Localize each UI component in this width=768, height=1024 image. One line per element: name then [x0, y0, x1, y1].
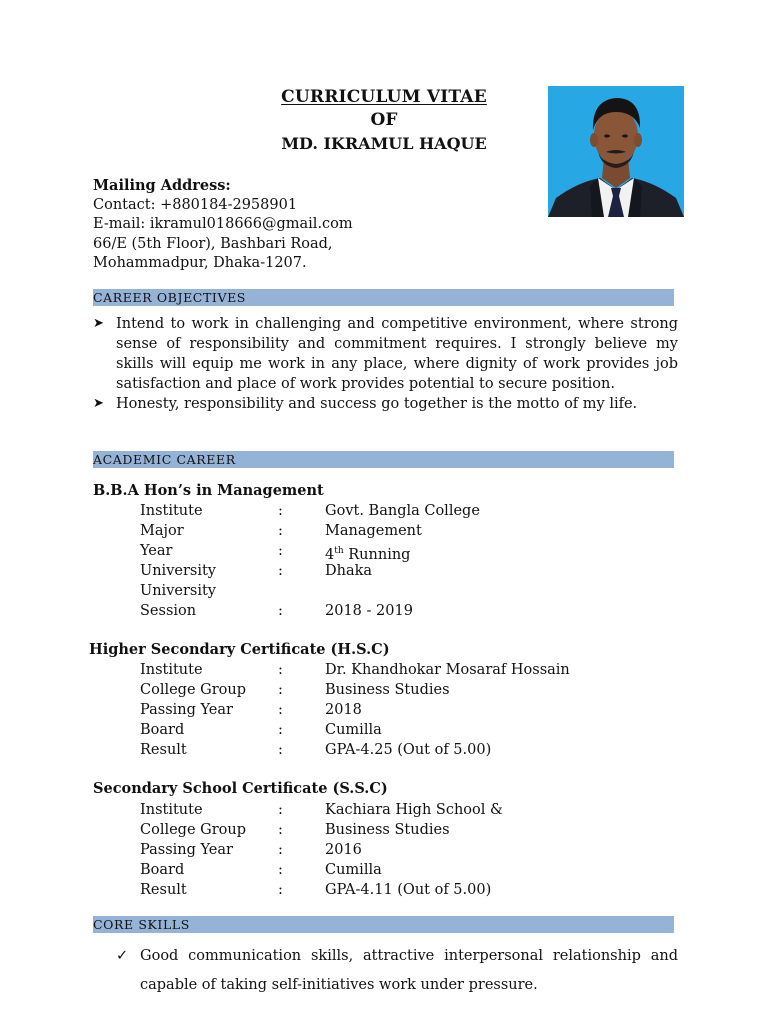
year-value: 4th Running	[325, 546, 411, 563]
cv-title: CURRICULUM VITAE	[281, 87, 487, 107]
contact-phone: Contact: +880184-2958901	[93, 196, 298, 213]
objective-item	[93, 314, 678, 394]
education-title-hsc: Higher Secondary Certificate (H.S.C)	[89, 641, 390, 658]
contact-email: E-mail: ikramul018666@gmail.com	[93, 216, 353, 232]
cv-name: MD. IKRAMUL HAQUE	[281, 134, 487, 153]
education-title-ssc: Secondary School Certificate (S.S.C)	[93, 780, 388, 797]
contact-address-line-1: 66/E (5th Floor), Bashbari Road,	[93, 235, 333, 252]
cv-of: OF	[370, 110, 398, 130]
check-icon: ✓	[116, 948, 129, 964]
section-header-core-skills: CORE SKILLS	[93, 916, 674, 933]
section-header-career-objectives: CAREER OBJECTIVES	[93, 289, 674, 306]
arrow-bullet-icon: ➤	[93, 396, 104, 411]
skills-list	[116, 942, 678, 1000]
skill-text: Good communication skills, attractive interpersonal relationship and capable of taking self-initiatives work under pressure.	[140, 948, 678, 993]
contact-address-line-2: Mohammadpur, Dhaka-1207.	[93, 255, 307, 271]
education-title-bba: B.B.A Hon’s in Management	[93, 482, 324, 499]
objective-item	[93, 394, 678, 414]
arrow-bullet-icon: ➤	[93, 316, 104, 331]
contact-block	[93, 176, 353, 274]
profile-photo	[548, 86, 684, 217]
objective-text: Honesty, responsibility and success go together is the motto of my life.	[116, 396, 638, 412]
objectives-list	[93, 314, 678, 414]
skill-item	[116, 942, 678, 1000]
mailing-address-label: Mailing Address:	[93, 177, 231, 194]
section-header-academic-career: ACADEMIC CAREER	[93, 451, 674, 468]
objective-text: Intend to work in challenging and competitive environment, where strong sense of responsibility and commitment requires. I strongly believe my skills will equip me work in any place, where dignity of work provides job satisfaction and place of work provides potential to secure position.	[116, 316, 678, 392]
